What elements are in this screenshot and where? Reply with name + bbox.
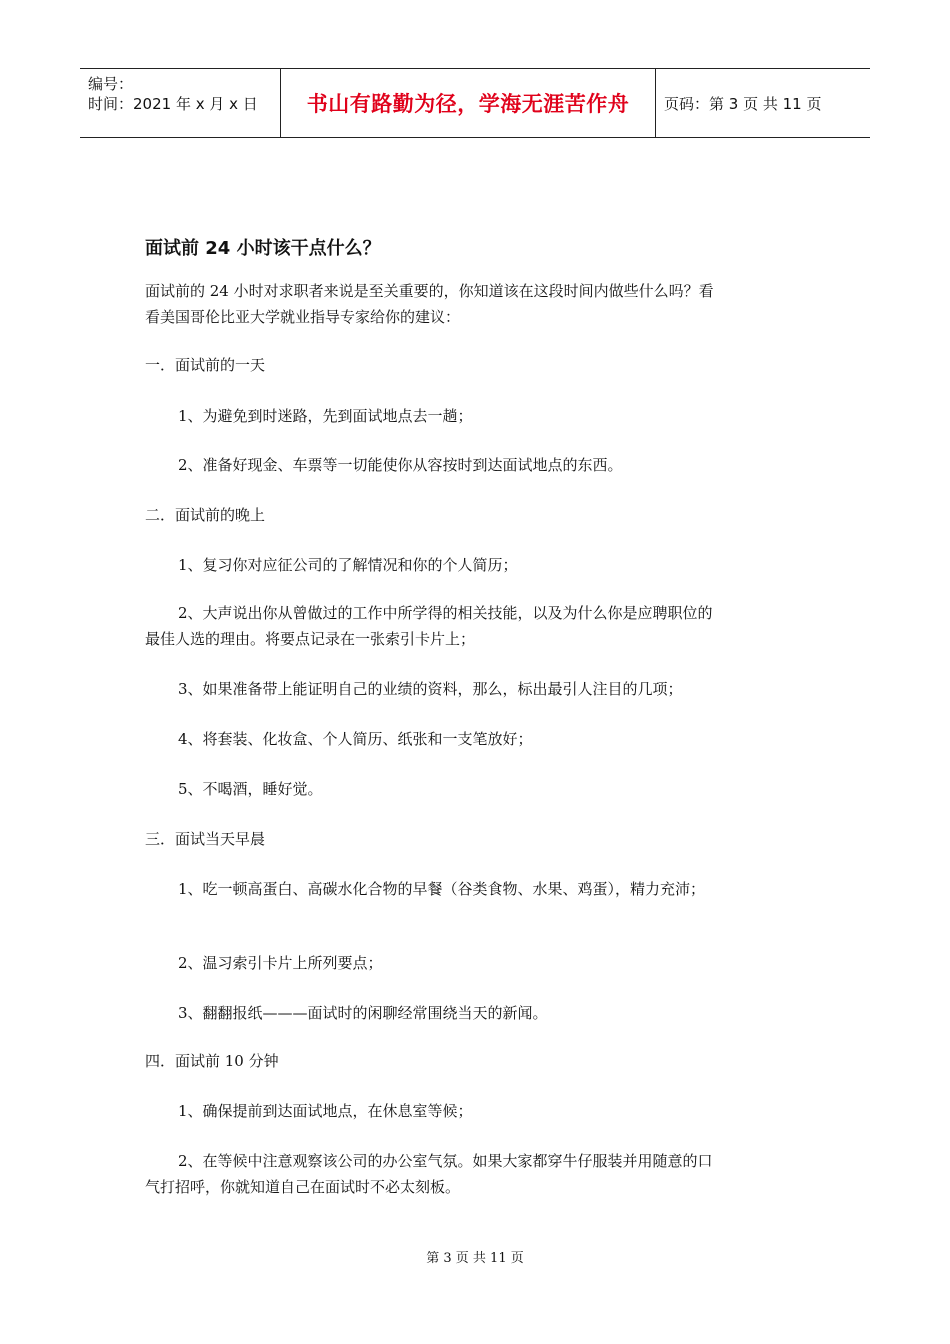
list-item: 1、吃一顿高蛋白、高碳水化合物的早餐（谷类食物、水果、鸡蛋），精力充沛； [178,880,706,898]
list-item: 3、翻翻报纸———面试时的闲聊经常围绕当天的新闻。 [178,1004,548,1022]
list-item: 1、确保提前到达面试地点，在休息室等候； [178,1102,473,1120]
list-item: 5、不喝酒，睡好觉。 [178,780,323,798]
list-item: 2、大声说出你从曾做过的工作中所学得的相关技能，以及为什么你是应聘职位的 [178,604,713,622]
list-item-continuation: 气打招呼，你就知道自己在面试时不必太刻板。 [145,1178,461,1196]
number-label: 编号： [88,75,134,93]
section-heading: 一．面试前的一天 [145,356,266,374]
list-item: 1、为避免到时迷路，先到面试地点去一趟； [178,407,473,425]
header-motto: 书山有路勤为径，学海无涯苦作舟 [306,92,630,116]
header-page-info: 页码：第 3 页 共 11 页 [664,94,822,113]
page-footer: 第 3 页 共 11 页 [426,1251,524,1266]
intro-line: 面试前的 24 小时对求职者来说是至关重要的，你知道该在这段时间内做些什么吗？看 [145,282,714,300]
list-item-continuation: 最佳人选的理由。将要点记录在一张索引卡片上； [145,630,476,648]
list-item: 1、复习你对应征公司的了解情况和你的个人简历； [178,556,518,574]
page-header [80,68,870,138]
header-divider [655,69,656,137]
list-item: 2、准备好现金、车票等一切能使你从容按时到达面试地点的东西。 [178,456,623,474]
list-item: 2、在等候中注意观察该公司的办公室气氛。如果大家都穿牛仔服装并用随意的口 [178,1152,713,1170]
section-heading: 三．面试当天早晨 [145,830,266,848]
list-item: 3、如果准备带上能证明自己的业绩的资料，那么，标出最引人注目的几项； [178,680,683,698]
section-heading: 四．面试前 10 分钟 [145,1052,279,1070]
list-item: 2、温习索引卡片上所列要点； [178,954,383,972]
time-label: 时间：2021 年 x 月 x 日 [88,95,258,113]
list-item: 4、将套装、化妆盒、个人简历、纸张和一支笔放好； [178,730,533,748]
header-meta [80,69,280,137]
document-title: 面试前 24 小时该干点什么？ [145,238,381,259]
section-heading: 二．面试前的晚上 [145,506,266,524]
intro-line: 看美国哥伦比亚大学就业指导专家给你的建议： [145,308,461,326]
